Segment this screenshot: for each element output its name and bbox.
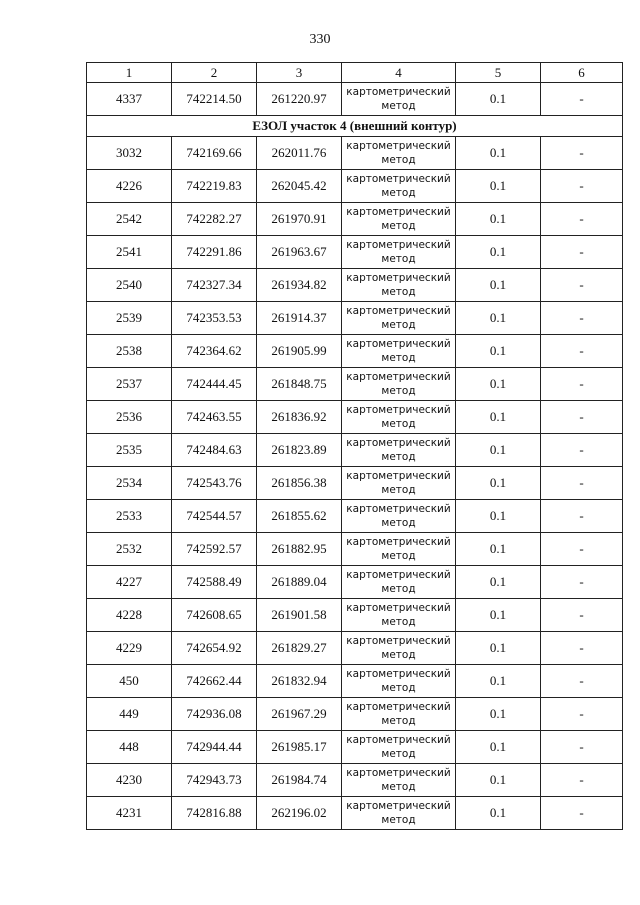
note-value: - xyxy=(541,632,623,665)
method-cell xyxy=(342,137,456,170)
method-line-2: метод xyxy=(381,715,416,727)
x-coordinate: 742592.57 xyxy=(172,533,257,566)
method-line-2: метод xyxy=(381,814,416,826)
table-row xyxy=(87,83,623,116)
method-cell xyxy=(342,698,456,731)
method-line-1: картометрический xyxy=(346,338,451,350)
point-number: 4230 xyxy=(87,764,172,797)
method-line-1: картометрический xyxy=(346,86,451,98)
column-header: 1 xyxy=(87,63,172,83)
method-cell xyxy=(342,533,456,566)
method-line-1: картометрический xyxy=(346,602,451,614)
accuracy-value: 0.1 xyxy=(456,269,541,302)
y-coordinate: 261970.91 xyxy=(257,203,342,236)
note-value: - xyxy=(541,401,623,434)
point-number: 449 xyxy=(87,698,172,731)
method-line-2: метод xyxy=(381,451,416,463)
point-number: 4229 xyxy=(87,632,172,665)
y-coordinate: 261984.74 xyxy=(257,764,342,797)
note-value: - xyxy=(541,269,623,302)
note-value: - xyxy=(541,137,623,170)
accuracy-value: 0.1 xyxy=(456,731,541,764)
accuracy-value: 0.1 xyxy=(456,170,541,203)
method-line-2: метод xyxy=(381,517,416,529)
point-number: 3032 xyxy=(87,137,172,170)
x-coordinate: 742654.92 xyxy=(172,632,257,665)
table-row xyxy=(87,236,623,269)
accuracy-value: 0.1 xyxy=(456,599,541,632)
note-value: - xyxy=(541,764,623,797)
note-value: - xyxy=(541,335,623,368)
y-coordinate: 261914.37 xyxy=(257,302,342,335)
method-line-2: метод xyxy=(381,484,416,496)
accuracy-value: 0.1 xyxy=(456,566,541,599)
method-line-1: картометрический xyxy=(346,173,451,185)
method-cell xyxy=(342,170,456,203)
page-number: 330 xyxy=(309,32,331,47)
method-cell xyxy=(342,236,456,269)
point-number: 4231 xyxy=(87,797,172,830)
note-value: - xyxy=(541,500,623,533)
y-coordinate: 262045.42 xyxy=(257,170,342,203)
table-row xyxy=(87,533,623,566)
table-row xyxy=(87,731,623,764)
table-row xyxy=(87,599,623,632)
method-cell xyxy=(342,467,456,500)
y-coordinate: 262196.02 xyxy=(257,797,342,830)
accuracy-value: 0.1 xyxy=(456,632,541,665)
x-coordinate: 742282.27 xyxy=(172,203,257,236)
point-number: 448 xyxy=(87,731,172,764)
x-coordinate: 742936.08 xyxy=(172,698,257,731)
x-coordinate: 742214.50 xyxy=(172,83,257,116)
method-line-2: метод xyxy=(381,286,416,298)
section-title: ЕЗОЛ участок 4 (внешний контур) xyxy=(87,116,623,137)
method-line-2: метод xyxy=(381,781,416,793)
x-coordinate: 742364.62 xyxy=(172,335,257,368)
method-line-1: картометрический xyxy=(346,305,451,317)
y-coordinate: 261836.92 xyxy=(257,401,342,434)
y-coordinate: 261829.27 xyxy=(257,632,342,665)
y-coordinate: 261963.67 xyxy=(257,236,342,269)
method-line-1: картометрический xyxy=(346,767,451,779)
column-header: 3 xyxy=(257,63,342,83)
y-coordinate: 261855.62 xyxy=(257,500,342,533)
note-value: - xyxy=(541,533,623,566)
point-number: 2542 xyxy=(87,203,172,236)
table-row xyxy=(87,434,623,467)
method-line-1: картометрический xyxy=(346,668,451,680)
y-coordinate: 261856.38 xyxy=(257,467,342,500)
note-value: - xyxy=(541,599,623,632)
note-value: - xyxy=(541,236,623,269)
note-value: - xyxy=(541,302,623,335)
table-body xyxy=(87,83,623,830)
table-row xyxy=(87,368,623,401)
x-coordinate: 742588.49 xyxy=(172,566,257,599)
method-line-2: метод xyxy=(381,583,416,595)
accuracy-value: 0.1 xyxy=(456,467,541,500)
table-row xyxy=(87,797,623,830)
y-coordinate: 261901.58 xyxy=(257,599,342,632)
point-number: 2532 xyxy=(87,533,172,566)
point-number: 2540 xyxy=(87,269,172,302)
table-row xyxy=(87,335,623,368)
method-line-1: картометрический xyxy=(346,470,451,482)
note-value: - xyxy=(541,368,623,401)
table-row xyxy=(87,467,623,500)
method-cell xyxy=(342,632,456,665)
header-row xyxy=(87,63,623,83)
table-row xyxy=(87,170,623,203)
accuracy-value: 0.1 xyxy=(456,368,541,401)
x-coordinate: 742816.88 xyxy=(172,797,257,830)
y-coordinate: 261889.04 xyxy=(257,566,342,599)
method-line-2: метод xyxy=(381,748,416,760)
x-coordinate: 742944.44 xyxy=(172,731,257,764)
accuracy-value: 0.1 xyxy=(456,533,541,566)
method-line-1: картометрический xyxy=(346,503,451,515)
x-coordinate: 742543.76 xyxy=(172,467,257,500)
x-coordinate: 742943.73 xyxy=(172,764,257,797)
method-cell xyxy=(342,203,456,236)
x-coordinate: 742662.44 xyxy=(172,665,257,698)
note-value: - xyxy=(541,731,623,764)
y-coordinate: 261882.95 xyxy=(257,533,342,566)
y-coordinate: 261848.75 xyxy=(257,368,342,401)
method-cell xyxy=(342,764,456,797)
x-coordinate: 742169.66 xyxy=(172,137,257,170)
method-line-1: картометрический xyxy=(346,635,451,647)
note-value: - xyxy=(541,665,623,698)
point-number: 4228 xyxy=(87,599,172,632)
accuracy-value: 0.1 xyxy=(456,335,541,368)
method-cell xyxy=(342,269,456,302)
point-number: 4226 xyxy=(87,170,172,203)
column-header: 6 xyxy=(541,63,623,83)
method-cell xyxy=(342,401,456,434)
method-line-1: картометрический xyxy=(346,140,451,152)
accuracy-value: 0.1 xyxy=(456,236,541,269)
method-line-2: метод xyxy=(381,649,416,661)
coordinates-table xyxy=(86,62,623,830)
accuracy-value: 0.1 xyxy=(456,203,541,236)
table-row xyxy=(87,269,623,302)
column-header: 5 xyxy=(456,63,541,83)
accuracy-value: 0.1 xyxy=(456,434,541,467)
method-line-1: картометрический xyxy=(346,206,451,218)
point-number: 2541 xyxy=(87,236,172,269)
method-line-2: метод xyxy=(381,319,416,331)
x-coordinate: 742608.65 xyxy=(172,599,257,632)
method-line-1: картометрический xyxy=(346,371,451,383)
method-cell xyxy=(342,797,456,830)
x-coordinate: 742219.83 xyxy=(172,170,257,203)
x-coordinate: 742291.86 xyxy=(172,236,257,269)
method-cell xyxy=(342,731,456,764)
method-line-1: картометрический xyxy=(346,272,451,284)
method-line-2: метод xyxy=(381,682,416,694)
table-row xyxy=(87,302,623,335)
note-value: - xyxy=(541,566,623,599)
point-number: 2535 xyxy=(87,434,172,467)
method-line-1: картометрический xyxy=(346,701,451,713)
x-coordinate: 742353.53 xyxy=(172,302,257,335)
y-coordinate: 261823.89 xyxy=(257,434,342,467)
section-row xyxy=(87,116,623,137)
method-cell xyxy=(342,335,456,368)
method-line-2: метод xyxy=(381,253,416,265)
note-value: - xyxy=(541,797,623,830)
y-coordinate: 261832.94 xyxy=(257,665,342,698)
point-number: 2533 xyxy=(87,500,172,533)
table-row xyxy=(87,401,623,434)
x-coordinate: 742327.34 xyxy=(172,269,257,302)
method-line-2: метод xyxy=(381,352,416,364)
method-line-1: картометрический xyxy=(346,404,451,416)
accuracy-value: 0.1 xyxy=(456,137,541,170)
table-row xyxy=(87,203,623,236)
note-value: - xyxy=(541,434,623,467)
point-number: 450 xyxy=(87,665,172,698)
note-value: - xyxy=(541,203,623,236)
method-cell xyxy=(342,302,456,335)
accuracy-value: 0.1 xyxy=(456,302,541,335)
method-line-1: картометрический xyxy=(346,569,451,581)
method-line-2: метод xyxy=(381,550,416,562)
method-line-2: метод xyxy=(381,187,416,199)
method-line-1: картометрический xyxy=(346,437,451,449)
y-coordinate: 261985.17 xyxy=(257,731,342,764)
note-value: - xyxy=(541,170,623,203)
method-line-1: картометрический xyxy=(346,239,451,251)
point-number: 4227 xyxy=(87,566,172,599)
y-coordinate: 261220.97 xyxy=(257,83,342,116)
x-coordinate: 742444.45 xyxy=(172,368,257,401)
method-cell xyxy=(342,599,456,632)
method-cell xyxy=(342,83,456,116)
method-cell xyxy=(342,368,456,401)
method-cell xyxy=(342,665,456,698)
y-coordinate: 261934.82 xyxy=(257,269,342,302)
point-number: 2539 xyxy=(87,302,172,335)
table-row xyxy=(87,665,623,698)
table-row xyxy=(87,500,623,533)
note-value: - xyxy=(541,83,623,116)
method-line-2: метод xyxy=(381,100,416,112)
y-coordinate: 262011.76 xyxy=(257,137,342,170)
accuracy-value: 0.1 xyxy=(456,665,541,698)
method-line-2: метод xyxy=(381,418,416,430)
x-coordinate: 742463.55 xyxy=(172,401,257,434)
point-number: 4337 xyxy=(87,83,172,116)
table-row xyxy=(87,632,623,665)
table-row xyxy=(87,137,623,170)
point-number: 2534 xyxy=(87,467,172,500)
x-coordinate: 742484.63 xyxy=(172,434,257,467)
accuracy-value: 0.1 xyxy=(456,764,541,797)
y-coordinate: 261967.29 xyxy=(257,698,342,731)
note-value: - xyxy=(541,698,623,731)
accuracy-value: 0.1 xyxy=(456,83,541,116)
method-line-2: метод xyxy=(381,616,416,628)
accuracy-value: 0.1 xyxy=(456,698,541,731)
method-line-1: картометрический xyxy=(346,536,451,548)
method-line-2: метод xyxy=(381,220,416,232)
note-value: - xyxy=(541,467,623,500)
x-coordinate: 742544.57 xyxy=(172,500,257,533)
column-header: 2 xyxy=(172,63,257,83)
table-row xyxy=(87,764,623,797)
table-row xyxy=(87,566,623,599)
method-line-2: метод xyxy=(381,154,416,166)
table-row xyxy=(87,698,623,731)
column-header: 4 xyxy=(342,63,456,83)
y-coordinate: 261905.99 xyxy=(257,335,342,368)
method-line-1: картометрический xyxy=(346,800,451,812)
accuracy-value: 0.1 xyxy=(456,401,541,434)
point-number: 2537 xyxy=(87,368,172,401)
method-line-2: метод xyxy=(381,385,416,397)
method-cell xyxy=(342,566,456,599)
point-number: 2536 xyxy=(87,401,172,434)
method-line-1: картометрический xyxy=(346,734,451,746)
accuracy-value: 0.1 xyxy=(456,797,541,830)
method-cell xyxy=(342,500,456,533)
method-cell xyxy=(342,434,456,467)
accuracy-value: 0.1 xyxy=(456,500,541,533)
point-number: 2538 xyxy=(87,335,172,368)
